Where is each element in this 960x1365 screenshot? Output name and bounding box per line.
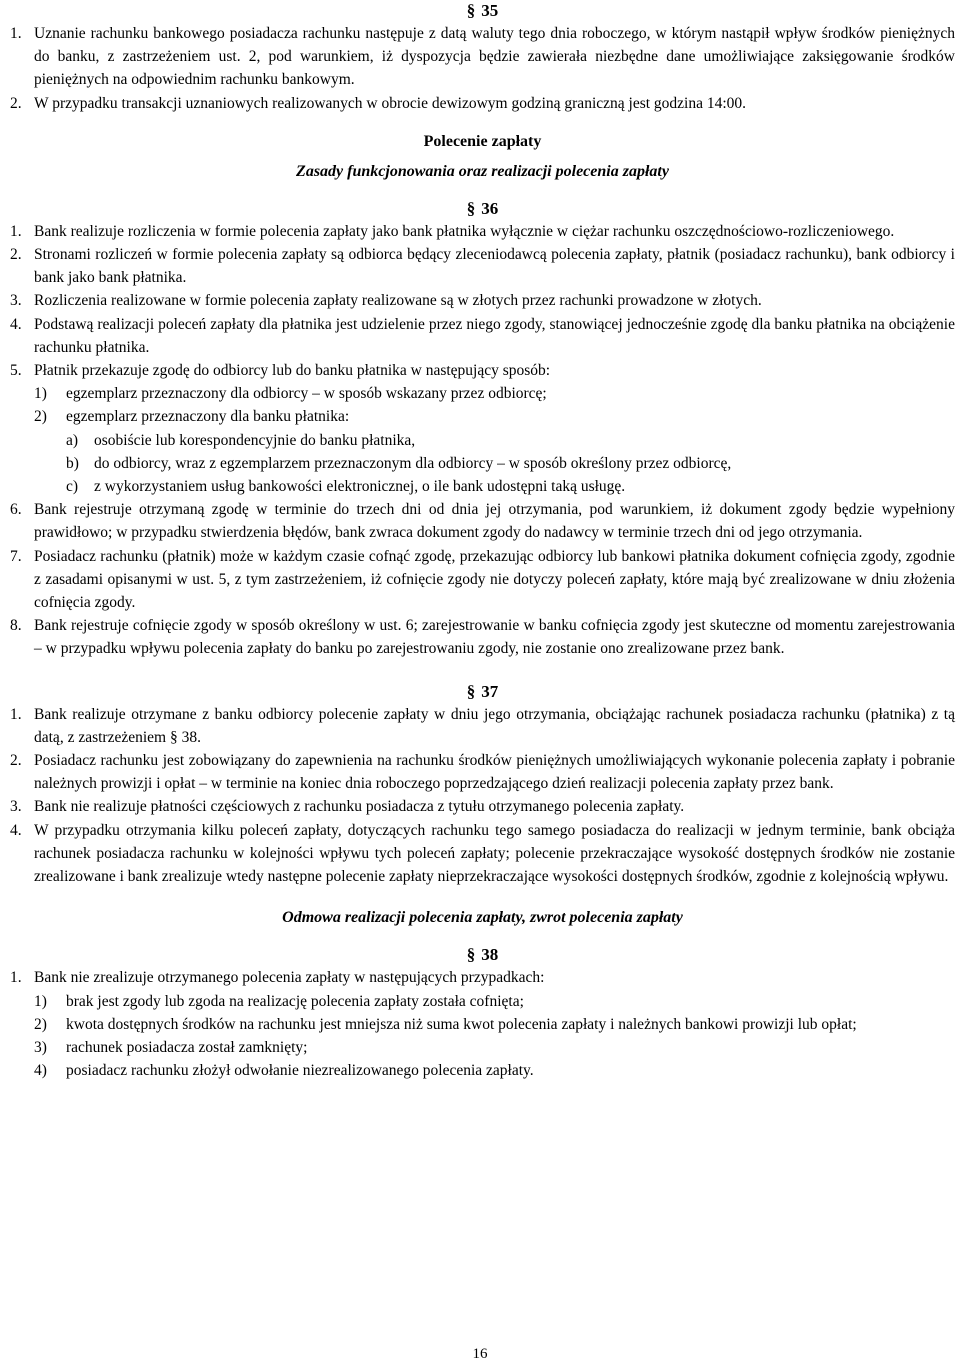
item-number: 1) xyxy=(34,385,47,403)
section-symbol: § xyxy=(466,945,476,965)
paragraph-35-heading xyxy=(10,0,955,22)
item-text: posiadacz rachunku złożył odwołanie niezrealizowanego polecenia zapłaty. xyxy=(66,1062,534,1080)
item-text: osobiście lub korespondencyjnie do banku płatnika, xyxy=(94,431,416,449)
item-text: Posiadacz rachunku (płatnik) może w każdym czasie cofnąć zgodę, przekazując odbiorcy lub bankowi płatnika dokument cofnięcia zgody, zgodnie z zasadami opisanymi w ust. 5, z tym zastrzeżeniem, iż cofnięcie zgody nie dotyczy poleceń zapłaty, które mają być zrealizowane w dniu złożenia cofnięcia zgody. xyxy=(34,547,955,612)
paragraph-37-item-1 xyxy=(10,703,955,749)
item-number: 2. xyxy=(10,752,22,770)
item-text: Stronami rozliczeń w formie polecenia zapłaty są odbiorca będący zleceniodawcą polecenia zapłaty, płatnik (posiadacz rachunku), bank odbiorcy i bank jako bank płatnika. xyxy=(34,246,955,287)
item-text: egzemplarz przeznaczony dla banku płatnika: xyxy=(66,408,350,426)
item-number: 2. xyxy=(10,94,22,112)
item-text: Bank nie realizuje płatności częściowych z rachunku posiadacza z tytułu otrzymanego polecenia zapłaty. xyxy=(34,798,685,816)
section-title-refusal: Odmowa realizacji polecenia zapłaty, zwrot polecenia zapłaty xyxy=(282,909,683,927)
item-number: 1. xyxy=(10,969,22,987)
document-page xyxy=(10,0,955,1082)
item-number: 2. xyxy=(10,246,22,264)
section-title: Polecenie zapłaty xyxy=(423,132,542,150)
list-item xyxy=(10,1013,955,1036)
paragraph-36-item-7 xyxy=(10,545,955,615)
item-text: Bank rejestruje cofnięcie zgody w sposób określony w ust. 6; zarejestrowanie w banku cofnięcia zgody jest skuteczne od momentu zarejestrowania – w przypadku wpływu polecenia zapłaty do banku po zarejestrowaniu zgody, nie zostanie ono zrealizowane przez bank. xyxy=(34,617,955,658)
list-item xyxy=(10,990,955,1013)
item-number: c) xyxy=(66,478,79,496)
item-text: do odbiorcy, wraz z egzemplarzem przeznaczonym dla odbiorcy – w sposób określony przez odbiorcę, xyxy=(94,454,732,472)
paragraph-number: 38 xyxy=(481,945,499,965)
paragraph-36-item-1 xyxy=(10,220,955,243)
paragraph-36-item-6 xyxy=(10,498,955,544)
paragraph-37-item-4 xyxy=(10,819,955,889)
item-number: 2) xyxy=(34,408,47,426)
paragraph-35-item-1 xyxy=(10,22,955,92)
item-text: W przypadku transakcji uznaniowych realizowanych w obrocie dewizowym godziną graniczną jest godzina 14:00. xyxy=(34,94,747,112)
list-item xyxy=(10,382,955,405)
item-text: Płatnik przekazuje zgodę do odbiorcy lub do banku płatnika w następujący sposób: xyxy=(34,362,551,380)
paragraph-38-item-1 xyxy=(10,966,955,989)
item-number: 4) xyxy=(34,1062,47,1080)
item-text: Bank nie zrealizuje otrzymanego polecenia zapłaty w następujących przypadkach: xyxy=(34,969,545,987)
item-text: Podstawą realizacji poleceń zapłaty dla płatnika jest udzielenie przez niego zgody, stanowiącej jednocześnie zgodę dla banku płatnika na obciążenie rachunku płatnika. xyxy=(34,315,955,356)
item-text: egzemplarz przeznaczony dla odbiorcy – w sposób wskazany przez odbiorcę; xyxy=(66,385,547,403)
paragraph-35-item-2 xyxy=(10,92,955,115)
item-number: 1. xyxy=(10,25,22,42)
item-text: rachunek posiadacza został zamknięty; xyxy=(66,1038,308,1056)
item-number: 3. xyxy=(10,798,22,816)
item-number: 7. xyxy=(10,547,22,565)
paragraph-37-heading xyxy=(10,681,955,703)
item-number: 6. xyxy=(10,501,22,519)
paragraph-38-heading xyxy=(10,944,955,966)
item-number: 1) xyxy=(34,992,47,1010)
item-number: a) xyxy=(66,431,79,449)
item-text: kwota dostępnych środków na rachunku jest mniejsza niż suma kwot polecenia zapłaty i należnych bankowi prowizji lub opłat; xyxy=(66,1015,857,1033)
paragraph-36-item-5 xyxy=(10,359,955,382)
section-symbol: § xyxy=(466,198,476,218)
item-text: Posiadacz rachunku jest zobowiązany do zapewnienia na rachunku środków pieniężnych umożliwiających wykonanie polecenia zapłaty i pobranie należnych prowizji i opłat – w terminie na koniec dnia roboczego poprzedzającego dzień realizacji polecenia zapłaty przez bank. xyxy=(34,752,955,793)
item-text: Bank realizuje otrzymane z banku odbiorcy polecenie zapłaty w dniu jego otrzymania, obciążając rachunek posiadacza rachunku (płatnika) z tą datą, z zastrzeżeniem § 38. xyxy=(34,705,955,746)
paragraph-36-item-4 xyxy=(10,313,955,359)
item-text: Rozliczenia realizowane w formie polecenia zapłaty realizowane są w złotych przez rachunki prowadzone w złotych. xyxy=(34,292,762,310)
paragraph-number: 35 xyxy=(481,1,499,20)
item-number: 3) xyxy=(34,1038,47,1056)
item-text: W przypadku otrzymania kilku poleceń zapłaty, dotyczących rachunku tego samego posiadacza do realizacji w jednym terminie, bank obciąża rachunek posiadacza rachunku w kolejności wpływu tych poleceń zapłaty; polecenie przekraczające wysokość dostępnych środków nie zostanie zrealizowane i bank zrealizuje wtedy następne polecenie zapłaty nieprzekraczające wysokości dostępnych środków, zgodnie z kolejnością wpływu. xyxy=(34,821,955,886)
paragraph-37-item-3 xyxy=(10,795,955,818)
paragraph-36-heading xyxy=(10,198,955,220)
item-number: 4. xyxy=(10,315,22,333)
section-symbol: § xyxy=(466,1,476,20)
item-text: Bank rejestruje otrzymaną zgodę w terminie do trzech dni od dnia jej otrzymania, pod warunkiem, iż dokument zgody będzie wypełniony prawidłowo; w przypadku stwierdzenia błędów, bank zwraca dokument zgody do nadawcy w terminie trzech dni od jego otrzymania. xyxy=(34,501,955,542)
paragraph-36-item-8 xyxy=(10,614,955,660)
item-text: brak jest zgody lub zgoda na realizację polecenia zapłaty została cofnięta; xyxy=(66,992,524,1010)
section-subtitle: Zasady funkcjonowania oraz realizacji polecenia zapłaty xyxy=(296,162,669,180)
item-number: 2) xyxy=(34,1015,47,1033)
item-text: z wykorzystaniem usług bankowości elektronicznej, o ile bank udostępni taką usługę. xyxy=(94,478,626,496)
item-number: 5. xyxy=(10,362,22,380)
item-text: Bank realizuje rozliczenia w formie polecenia zapłaty jako bank płatnika wyłącznie w ciężar rachunku oszczędnościowo-rozliczeniowego. xyxy=(34,222,895,240)
item-number: 3. xyxy=(10,292,22,310)
paragraph-number: 36 xyxy=(481,198,499,218)
item-number: b) xyxy=(66,454,79,472)
list-item xyxy=(10,1059,955,1082)
item-number: 4. xyxy=(10,821,22,839)
list-item xyxy=(10,452,955,475)
list-item xyxy=(10,405,955,428)
list-item xyxy=(10,429,955,452)
page-number: 16 xyxy=(472,1346,488,1362)
paragraph-36-item-2 xyxy=(10,243,955,289)
paragraph-number: 37 xyxy=(481,681,499,701)
paragraph-36-item-3 xyxy=(10,289,955,312)
list-item xyxy=(10,1036,955,1059)
paragraph-37-item-2 xyxy=(10,749,955,795)
item-number: 8. xyxy=(10,617,22,635)
list-item xyxy=(10,475,955,498)
item-number: 1. xyxy=(10,705,22,723)
item-text: Uznanie rachunku bankowego posiadacza rachunku następuje z datą waluty tego dnia roboczego, w którym nastąpił wpływ środków pieniężnych do banku, z zastrzeżeniem ust. 2, pod warunkiem, iż dyspozycja będzie zawierała niezbędne dane umożliwiające zaksięgowanie środków pieniężnych na odpowiednim rachunku bankowym. xyxy=(34,25,955,89)
section-symbol: § xyxy=(466,681,476,701)
item-number: 1. xyxy=(10,222,22,240)
